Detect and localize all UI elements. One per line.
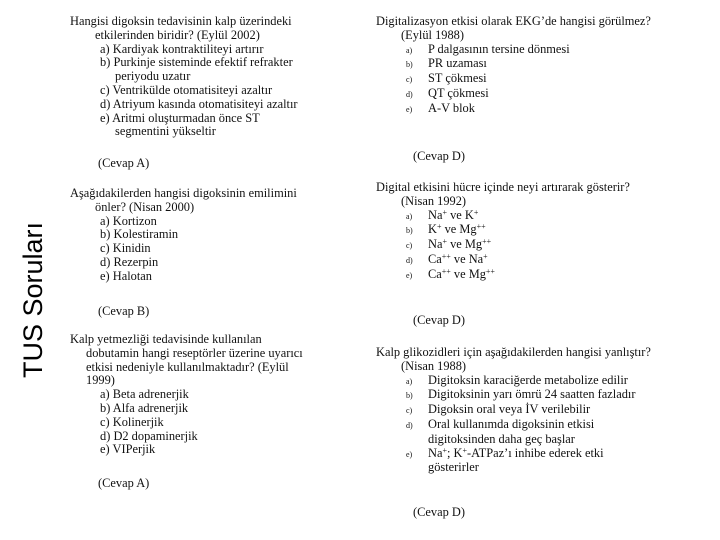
answer-text: (Cevap D) [413,149,465,163]
question-text-line: Digitalizasyon etkisi olarak EKG’de hangisi görülmez? [376,14,651,28]
option-b: b) Alfa adrenerjik [100,400,189,415]
question-block-left-3 [70,333,303,457]
question-block-left-1 [70,15,298,139]
option-a: a) Beta adrenerjik [100,387,189,402]
option-e: e) Na+; K+-ATPaz’ı inhibe ederek etki [406,445,604,460]
question-text-line: Aşağıdakilerden hangisi digoksinin emilimini [70,186,297,200]
side-title: TUS Soruları [18,221,48,378]
question-block-right-3 [376,346,651,475]
option-d: d) Rezerpin [100,254,159,269]
option-e: e) Aritmi oluşturmadan önce ST [100,110,260,125]
option-e-continuation: segmentini yükseltir [115,124,216,139]
option-d: d) Oral kullanımda digoksinin etkisi [406,416,595,431]
option-d-continuation: digitoksinden daha geç başlar [428,431,575,446]
question-text-line: (Eylül 1988) [401,27,464,42]
option-e-continuation: gösterirler [428,460,479,475]
question-text-line: Hangisi digoksin tedavisinin kalp üzerindeki [70,14,292,28]
option-c: c) Kolinerjik [100,414,164,429]
question-text-line: Kalp glikozidleri için aşağıdakilerden hangisi yanlıştır? [376,345,651,359]
option-d: d) Ca++ ve Na+ [406,251,488,266]
option-c: c) Digoksin oral veya İV verilebilir [406,402,591,417]
answer-text: (Cevap A) [98,156,150,170]
question-text-line: (Nisan 1988) [401,358,467,373]
question-text-line: (Nisan 1992) [401,193,467,208]
option-c: c) Ventrikülde otomatisiteyi azaltır [100,82,273,97]
question-block-right-2 [376,181,630,283]
option-a: a) Kardiyak kontraktiliteyi artırır [100,41,264,56]
question-block-right-1 [376,15,651,117]
option-c: c) Kinidin [100,241,151,256]
question-text-line: 1999) [86,373,115,388]
option-b: b) PR uzaması [406,56,487,71]
option-b: b) Kolestiramin [100,227,179,242]
question-text-line: dobutamin hangi reseptörler üzerine uyarıcı [86,345,303,360]
option-b: b) Digitoksinin yarı ömrü 24 saatten fazladır [406,387,636,402]
answer-text: (Cevap D) [413,505,465,519]
option-e: e) A-V blok [406,100,475,115]
option-a: a) Kortizon [100,213,157,228]
option-d: d) QT çökmesi [406,85,489,100]
answer-text: (Cevap B) [98,304,150,318]
option-d: d) Atriyum kasında otomatisiteyi azaltır [100,96,298,111]
option-b-continuation: periyodu uzatır [115,69,191,84]
option-e: e) Halotan [100,268,152,283]
option-c: c) Na+ ve Mg++ [406,237,492,252]
question-block-left-2 [70,187,297,284]
option-b: b) K+ ve Mg++ [406,222,486,237]
option-c: c) ST çökmesi [406,71,487,86]
option-a: a) Na+ ve K+ [406,207,479,222]
question-text-line: etkilerinden biridir? (Eylül 2002) [95,27,260,42]
question-text-line: önler? (Nisan 2000) [95,199,195,214]
option-a: a) Digitoksin karaciğerde metabolize edilir [406,372,628,387]
answer-text: (Cevap A) [98,476,150,490]
option-d: d) D2 dopaminerjik [100,428,198,443]
question-text-line: Digital etkisini hücre içinde neyi artırarak gösterir? [376,180,630,194]
option-b: b) Purkinje sisteminde efektif refrakter [100,55,293,70]
question-text-line: etkisi nedeniyle kullanılmaktadır? (Eylül [86,359,289,374]
option-e: e) VIPerjik [100,442,156,457]
option-e: e) Ca++ ve Mg++ [406,266,495,281]
answer-text: (Cevap D) [413,313,465,327]
question-text-line: Kalp yetmezliği tedavisinde kullanılan [70,332,262,346]
option-a: a) P dalgasının tersine dönmesi [406,41,570,56]
